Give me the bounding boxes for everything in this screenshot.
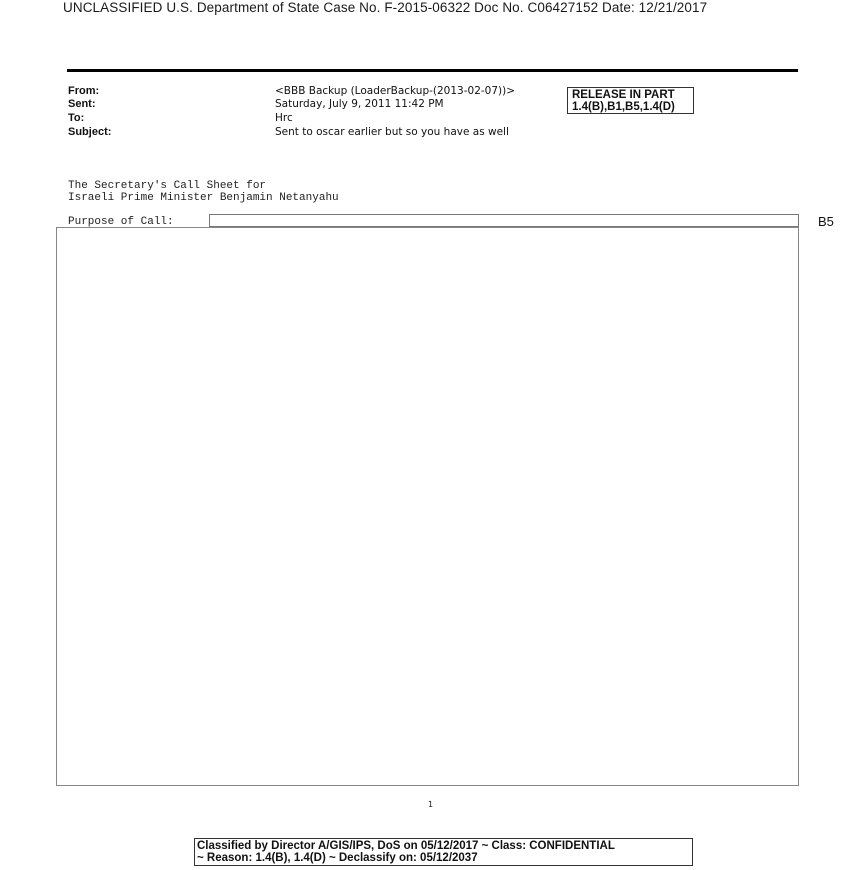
call-sheet-title: The Secretary's Call Sheet for [68, 180, 267, 192]
release-stamp-line1: RELEASE IN PART [572, 89, 675, 101]
subject-value: Sent to oscar earlier but so you have as well [275, 126, 509, 138]
release-stamp-line2: 1.4(B),B1,B5,1.4(D) [572, 101, 675, 113]
release-stamp [567, 87, 694, 114]
call-sheet-subtitle: Israeli Prime Minister Benjamin Netanyahu [68, 192, 339, 204]
classification-line1: Classified by Director A/GIS/IPS, DoS on 05/12/2017 ~ Class: CONFIDENTIAL [197, 840, 615, 852]
classification-stamp [194, 838, 693, 866]
to-value: Hrc [275, 112, 293, 124]
from-value: <BBB Backup (LoaderBackup-(2013-02-07))> [275, 85, 516, 97]
from-label: From: [68, 85, 100, 97]
purpose-of-call-label: Purpose of Call: [68, 216, 174, 228]
sent-value: Saturday, July 9, 2011 11:42 PM [275, 98, 444, 110]
unclassified-header: UNCLASSIFIED U.S. Department of State Case No. F-2015-06322 Doc No. C06427152 Date: 12/21/2017 [63, 0, 708, 15]
classification-line2: ~ Reason: 1.4(B), 1.4(D) ~ Declassify on: 05/12/2037 [197, 852, 478, 864]
purpose-of-call-field [209, 214, 799, 227]
redaction-code-b5: B5 [818, 214, 834, 229]
sent-label: Sent: [68, 98, 96, 110]
page-number: 1 [428, 800, 434, 809]
subject-label: Subject: [68, 126, 112, 138]
header-rule [67, 69, 798, 72]
redacted-content-box [56, 227, 799, 786]
to-label: To: [68, 112, 85, 124]
